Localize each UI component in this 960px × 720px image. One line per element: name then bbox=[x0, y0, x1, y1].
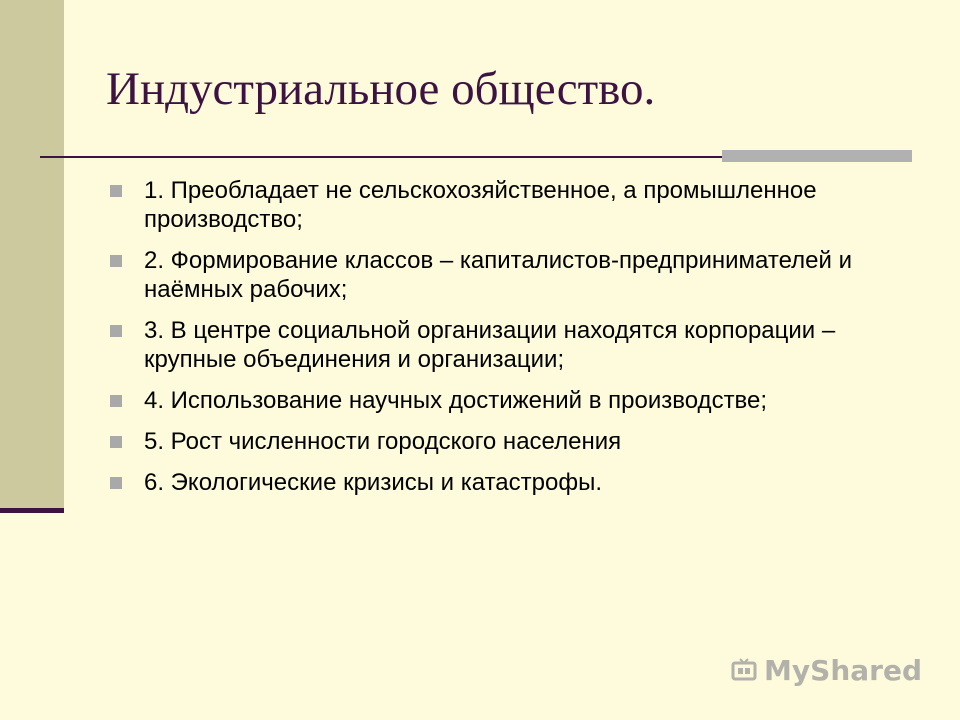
list-item bbox=[110, 246, 890, 304]
square-bullet-icon bbox=[110, 255, 122, 267]
slide-title: Индустриальное общество. bbox=[106, 63, 656, 115]
list-item bbox=[110, 427, 890, 456]
list-item bbox=[110, 468, 890, 497]
list-item-text: 5. Рост численности городского населения bbox=[144, 428, 622, 455]
bullet-list bbox=[110, 176, 890, 509]
list-item-text: 6. Экологические кризисы и катастрофы. bbox=[144, 469, 603, 496]
square-bullet-icon bbox=[110, 395, 122, 407]
list-item bbox=[110, 316, 890, 374]
list-item-text: 4. Использование научных достижений в производстве; bbox=[144, 387, 768, 414]
square-bullet-icon bbox=[110, 325, 122, 337]
myshared-logo-icon bbox=[730, 657, 758, 685]
square-bullet-icon bbox=[110, 185, 122, 197]
list-item bbox=[110, 176, 890, 234]
square-bullet-icon bbox=[110, 477, 122, 489]
watermark bbox=[730, 654, 922, 687]
list-item-text: 1. Преобладает не сельскохозяйственное, а промышленное производство; bbox=[144, 177, 817, 233]
divider-accent bbox=[722, 150, 912, 162]
watermark-text: MyShared bbox=[764, 654, 922, 687]
side-decor-line bbox=[0, 508, 64, 513]
list-item-text: 2. Формирование классов – капиталистов-предпринимателей и наёмных рабочих; bbox=[144, 247, 852, 303]
list-item-text: 3. В центре социальной организации находятся корпорации – крупные объединения и организации; bbox=[144, 317, 836, 373]
square-bullet-icon bbox=[110, 436, 122, 448]
list-item bbox=[110, 386, 890, 415]
side-decor-bar bbox=[0, 0, 64, 510]
